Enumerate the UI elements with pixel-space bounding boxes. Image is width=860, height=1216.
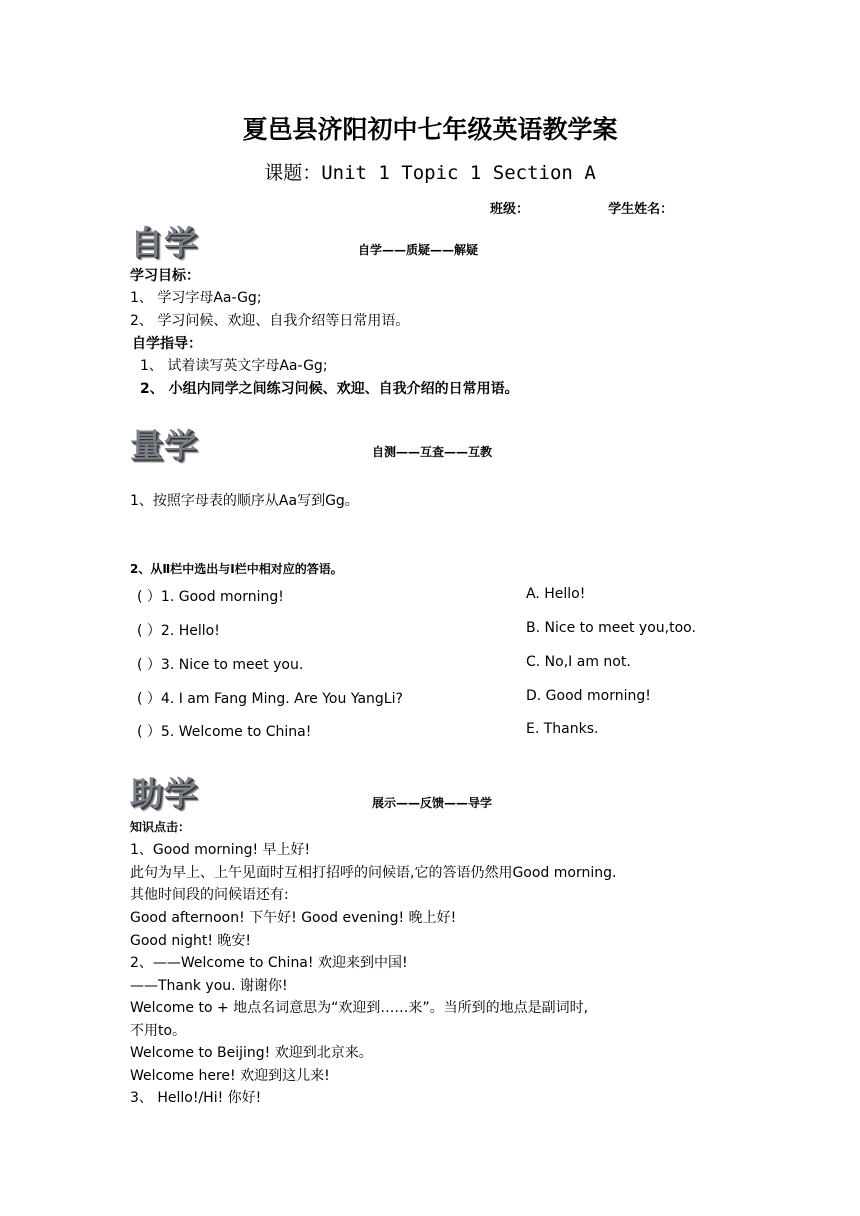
match-right-e: E. Thanks. [526,721,599,737]
section-banner-measure: 量学 [130,426,198,465]
self-study-guide-1: 1、 试着读写英文字母Aa-Gg; [140,358,328,374]
knowledge-line-5: Good night! 晚安! [130,933,252,949]
knowledge-line-7: ——Thank you. 谢谢你! [130,978,288,994]
page-title: 夏邑县济阳初中七年级英语教学案 [242,115,618,144]
knowledge-line-3: 其他时间段的问候语还有: [130,887,289,903]
section-motto-assist: 展示——反馈——导学 [372,796,493,810]
match-right-b: B. Nice to meet you,too. [526,620,696,636]
knowledge-line-9: 不用to。 [130,1023,187,1039]
knowledge-line-1: 1、Good morning! 早上好! [130,842,311,858]
knowledge-line-8: Welcome to + 地点名词意思为“欢迎到……来”。当所到的地点是副词时, [130,1000,589,1016]
knowledge-line-4: Good afternoon! 下午好! Good evening! 晚上好! [130,910,457,926]
lesson-subtitle: 课题：Unit 1 Topic 1 Section A [264,162,596,184]
knowledge-line-12: 3、 Hello!/Hi! 你好! [130,1090,262,1106]
class-student-line [490,198,673,217]
class-label: 班级： [490,202,530,217]
match-left-4: ( ）4. I am Fang Ming. Are You YangLi? [137,691,403,707]
learning-goals-title: 学习目标： [130,268,200,284]
match-left-2: ( ）2. Hello! [137,623,220,639]
match-left-5: ( ）5. Welcome to China! [137,724,312,740]
section-banner-assist: 助学 [130,774,198,813]
match-left-1: ( ）1. Good morning! [137,589,284,605]
match-right-a: A. Hello! [526,586,586,602]
learning-goal-2: 2、 学习问候、欢迎、自我介绍等日常用语。 [130,313,410,329]
self-study-guide-2: 2、 小组内同学之间练习问候、欢迎、自我介绍的日常用语。 [140,381,519,397]
knowledge-points-title: 知识点击： [130,820,191,834]
student-name-label: 学生姓名： [608,202,674,217]
knowledge-line-11: Welcome here! 欢迎到这儿来! [130,1068,330,1084]
section-motto-measure: 自测——互查——互教 [372,445,493,459]
match-right-c: C. No,I am not. [526,654,631,670]
learning-goal-1: 1、 学习字母Aa-Gg; [130,290,262,306]
knowledge-line-6: 2、——Welcome to China! 欢迎来到中国! [130,955,408,971]
question-2-title: 2、从Ⅱ栏中选出与Ⅰ栏中相对应的答语。 [130,562,343,576]
knowledge-line-10: Welcome to Beijing! 欢迎到北京来。 [130,1045,373,1061]
self-study-guide-title: 自学指导： [132,336,202,352]
match-right-d: D. Good morning! [526,688,651,704]
question-1: 1、按照字母表的顺序从Aa写到Gg。 [130,493,359,509]
knowledge-line-2: 此句为早上、上午见面时互相打招呼的问候语,它的答语仍然用Good morning. [130,865,617,881]
section-banner-self-study: 自学 [130,223,198,262]
section-motto-self-study: 自学——质疑——解疑 [358,243,479,257]
match-left-3: ( ）3. Nice to meet you. [137,657,304,673]
